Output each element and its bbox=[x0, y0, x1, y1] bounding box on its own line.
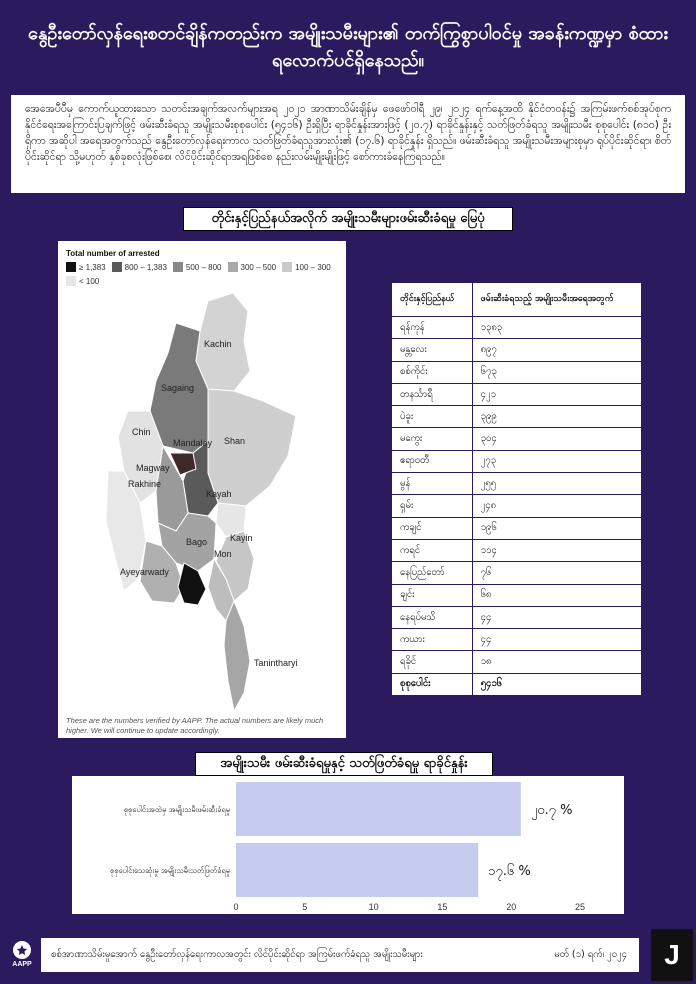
x-tick-label: 15 bbox=[437, 902, 448, 912]
bar bbox=[236, 843, 478, 897]
table-cell-count: ၄၂၁ bbox=[472, 383, 641, 405]
table-row bbox=[392, 317, 642, 339]
label-sagaing: Sagaing bbox=[161, 383, 195, 393]
table-cell-count: ၁၉၆ bbox=[472, 517, 641, 539]
map-note: These are the numbers verified by AAPP. The actual numbers are likely much higher. We will continue to update accordingly. bbox=[66, 716, 324, 735]
table-cell-region: စစ်ကိုင်း bbox=[392, 361, 473, 383]
table-cell-count: ၇၆ bbox=[472, 562, 641, 584]
page-title: နွေဦးတော်လှန်ရေးစတင်ချိန်ကတည်းက အမျိုးသမီးများ၏ တက်ကြွစွာပါဝင်မှု အခန်းကဏ္ဍမှာ စံထားရလောက်ပင်ရှိနေသည်။ bbox=[28, 23, 668, 71]
table-cell-count: ၁၈ bbox=[472, 651, 641, 673]
aapp-logo bbox=[6, 934, 38, 974]
table-row bbox=[392, 517, 642, 539]
region-tanintharyi bbox=[224, 601, 250, 711]
label-ayeyarwady: Ayeyarwady bbox=[120, 567, 169, 577]
label-shan: Shan bbox=[224, 436, 246, 446]
table-row bbox=[392, 361, 642, 383]
label-mandalay: Mandalay bbox=[173, 438, 213, 448]
label-kayah: Kayah bbox=[206, 489, 232, 499]
table-row bbox=[392, 606, 642, 628]
table-row bbox=[392, 428, 642, 450]
table-cell-count: ၂၄၈ bbox=[472, 495, 641, 517]
bar-chart-card bbox=[72, 776, 624, 914]
bar-value-label: ၂၀.၇ % bbox=[530, 803, 573, 818]
legend-label: 100 – 300 bbox=[295, 262, 331, 272]
table-cell-count: ၂၇၃ bbox=[472, 450, 641, 472]
table-cell-region: ကရင် bbox=[392, 539, 473, 561]
region-yangon bbox=[178, 563, 206, 605]
table-cell-region: ရခိုင် bbox=[392, 651, 473, 673]
bar bbox=[236, 782, 521, 836]
table-row bbox=[392, 383, 642, 405]
footer-date: မတ် (၁) ရက်၊ ၂၀၂၄ bbox=[554, 949, 627, 960]
legend-label: ≥ 1,383 bbox=[79, 262, 106, 272]
j-mark: J bbox=[651, 929, 693, 981]
table-cell-count: ၁၁၄ bbox=[472, 539, 641, 561]
legend-label: < 100 bbox=[79, 276, 100, 286]
intro-text: အေအေပီပီမှ ကောက်ယူထားသော သတင်းအချက်အလက်များအရ ၂၀၂၁ အာဏာသိမ်းချိန်မှ ဖေဖော်ဝါရီ ၂၉၊ ၂၀၂၄ ရက်နေ့အထိ နိုင်ငံတဝန်း၌ အကြမ်းဖက်စစ်အုပ်စုက နိုင်ငံရေးအကြောင်းပြချက်ဖြင့် ဖမ်းဆီးခံရသူ အမျိုးသမီးစုစုပေါင်း (၅၄၁၆) ဦးရှိပြီး ရာခိုင်နှုန်းအားဖြင့် (၂၀.၇) ရာခိုင်နှုန်းနှင့် သတ်ဖြတ်ခံရသူ အမျိုးသမီး စုစုပေါင်း (၈၁၀) ဦးရှိကာ အဆိုပါ အရေအတွက်သည် နွေဦးတော်လှန်ရေးကာလ သတ်ဖြတ်ခံရသူအားလုံး၏ (၁၇.၆) ရာခိုင်နှုန်း ရှိသည်။ ဖမ်းဆီးခံရသူ အမျိုးသမီးအများစုမှာ ရုပ်ပိုင်းဆိုင်ရာ၊ စိတ်ပိုင်းဆိုင်ရာ သို့မဟုတ် နှစ်ခုစလုံးဖြစ်စေ၊ လိင်ပိုင်းဆိုင်ရာအရဖြစ်စေ နည်းလမ်းမျိုးမျိုးဖြင့် စော်ကားခံနေကြရသည်။ bbox=[10, 94, 686, 194]
intro-section bbox=[0, 94, 696, 196]
table-row bbox=[392, 584, 642, 606]
table-cell-region: ရန်ကုန် bbox=[392, 317, 473, 339]
table-row bbox=[392, 495, 642, 517]
x-tick-label: 10 bbox=[368, 902, 379, 912]
footer-caption: စစ်အာဏာသိမ်းမှုအောက် နွေဦးတော်လှန်ရေးကာလအတွင်း လိင်ပိုင်းဆိုင်ရာ အကြမ်းဖက်ခံရသူ အမျိုးသမီးများ bbox=[51, 949, 423, 960]
table-row bbox=[392, 339, 642, 361]
legend-title: Total number of arrested bbox=[66, 249, 160, 258]
label-bago: Bago bbox=[186, 537, 208, 547]
legend-label: 300 – 500 bbox=[240, 262, 277, 272]
table-cell-count: ၈၉၇ bbox=[472, 339, 641, 361]
table-cell-region: ကချင် bbox=[392, 517, 473, 539]
myanmar-map bbox=[58, 241, 346, 738]
table-cell-region: မွန် bbox=[392, 473, 473, 495]
arrest-table bbox=[391, 282, 642, 696]
table-row bbox=[392, 539, 642, 561]
table-cell-count: ၃၀၄ bbox=[472, 428, 641, 450]
logo-text: AAPP bbox=[12, 960, 32, 968]
map-section-title: တိုင်းနှင့်ပြည်နယ်အလိုက် အမျိုးသမီးများဖမ်းဆီးခံရမှု မြေပုံ bbox=[183, 207, 513, 231]
table-cell-count: ၄၄ bbox=[472, 629, 641, 651]
map-card bbox=[58, 241, 346, 738]
bar-section-title: အမျိုးသမီး ဖမ်းဆီးခံရမှုနှင့် သတ်ဖြတ်ခံရမှု ရာခိုင်နှုန်း bbox=[195, 752, 493, 776]
table-header-count: ဖမ်းဆီးခံရသည့် အမျိုးသမီးအရေအတွက် bbox=[472, 283, 641, 317]
table-cell-count: ၃၉၉ bbox=[472, 406, 641, 428]
table-cell-count: ၆၈ bbox=[472, 584, 641, 606]
table-row bbox=[392, 473, 642, 495]
header-banner bbox=[0, 0, 696, 94]
label-magway: Magway bbox=[136, 463, 170, 473]
table-cell-region: ဧရာဝတီ bbox=[392, 450, 473, 472]
table-cell-region: ပဲခူး bbox=[392, 406, 473, 428]
table-cell-region: တနင်္သာရီ bbox=[392, 383, 473, 405]
footer-bar bbox=[40, 937, 640, 973]
table-cell-region: နေပြည်တော် bbox=[392, 562, 473, 584]
table-cell-count: ၁၃၈၃ bbox=[472, 317, 641, 339]
label-kayin: Kayin bbox=[230, 533, 253, 543]
table-cell-count: ၂၅၅ bbox=[472, 473, 641, 495]
table-total-label: စုစုပေါင်း bbox=[392, 673, 473, 695]
table-cell-region: ရှမ်း bbox=[392, 495, 473, 517]
x-tick-label: 25 bbox=[574, 902, 586, 912]
table-cell-region: မကွေး bbox=[392, 428, 473, 450]
x-tick-label: 20 bbox=[506, 902, 517, 912]
table-cell-count: ၆၇၃ bbox=[472, 361, 641, 383]
table-header-row bbox=[392, 283, 642, 317]
table-row bbox=[392, 406, 642, 428]
table-cell-count: ၄၄ bbox=[472, 606, 641, 628]
table-row bbox=[392, 450, 642, 472]
bar-chart bbox=[72, 776, 624, 914]
table-row bbox=[392, 651, 642, 673]
table-row bbox=[392, 629, 642, 651]
label-kachin: Kachin bbox=[204, 339, 232, 349]
table-header-region: တိုင်းနှင့်ပြည်နယ် bbox=[392, 283, 473, 317]
x-tick-label: 5 bbox=[302, 902, 308, 912]
bar-category-label: စုစုပေါင်းအထဲမှ အမျိုးသမီးဖမ်းဆီးခံရမှု bbox=[123, 805, 230, 814]
table-cell-region: နေရပ်မသိ bbox=[392, 606, 473, 628]
legend-label: 500 – 800 bbox=[185, 262, 222, 272]
bar-value-label: ၁၇.၆ % bbox=[488, 864, 531, 879]
table-cell-region: မန္တလေး bbox=[392, 339, 473, 361]
label-rakhine: Rakhine bbox=[128, 479, 162, 489]
bar-category-label: စုစုပေါင်းသေဆုံးမှု အမျိုးသမီးသတ်ဖြတ်ခံရမှု bbox=[110, 866, 230, 875]
table-total-row bbox=[392, 673, 642, 695]
table-row bbox=[392, 562, 642, 584]
table-total-value: ၅၄၁၆ bbox=[472, 673, 641, 695]
label-mon: Mon bbox=[214, 549, 232, 559]
table-cell-region: ချင်း bbox=[392, 584, 473, 606]
table-cell-region: ကယား bbox=[392, 629, 473, 651]
x-tick-label: 0 bbox=[233, 902, 239, 912]
label-tanintharyi: Tanintharyi bbox=[254, 658, 298, 668]
legend-label: 800 – 1,383 bbox=[124, 262, 167, 272]
label-chin: Chin bbox=[132, 427, 151, 437]
logo-emblem-icon bbox=[13, 941, 31, 959]
